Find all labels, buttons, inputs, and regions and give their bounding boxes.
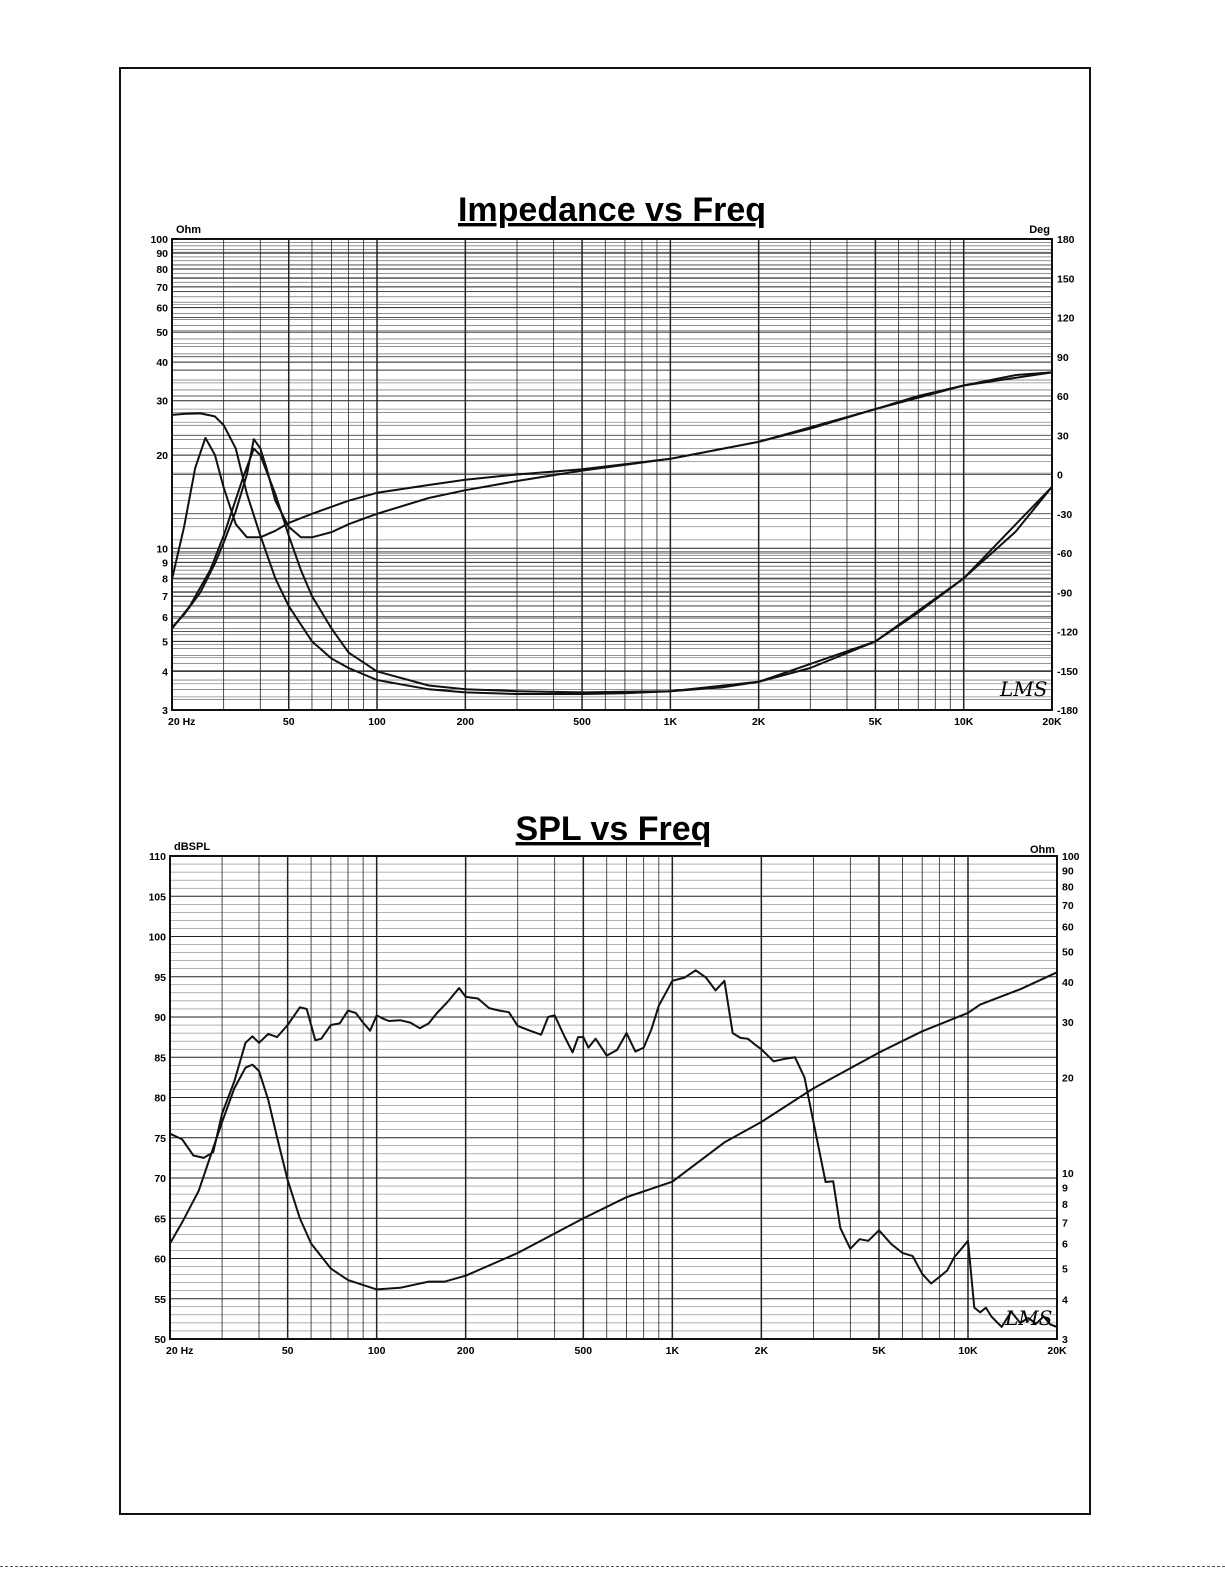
- spl-chart: [148, 810, 1079, 1357]
- right-tick-label: -120: [1057, 626, 1079, 639]
- left-tick-label: 5: [162, 636, 168, 649]
- left-tick-label: 20: [156, 450, 168, 463]
- right-tick-label: 3: [1062, 1334, 1068, 1346]
- right-tick-label: -60: [1057, 548, 1073, 560]
- right-tick-label: 100: [1062, 851, 1080, 863]
- lms-signature: LMS: [1005, 1306, 1053, 1330]
- left-tick-label: 3: [162, 705, 168, 717]
- right-tick-label: 5: [1062, 1263, 1068, 1276]
- x-tick-label: 5K: [868, 716, 883, 728]
- left-tick-label: 110: [149, 851, 166, 863]
- right-tick-label: 40: [1062, 977, 1074, 990]
- left-tick-label: 105: [148, 891, 166, 904]
- right-axis-unit: Ohm: [1029, 844, 1055, 856]
- x-tick-label: 5K: [872, 1345, 886, 1357]
- right-tick-label: 6: [1062, 1238, 1068, 1251]
- chart-title: SPL vs Freq: [515, 810, 712, 848]
- right-tick-label: -90: [1057, 587, 1073, 600]
- left-tick-label: 80: [156, 263, 168, 276]
- right-tick-label: 90: [1062, 865, 1074, 878]
- left-tick-label: 100: [148, 931, 166, 944]
- left-tick-label: 70: [156, 281, 168, 294]
- series-line-impedance: [170, 972, 1057, 1289]
- x-tick-label: 20 Hz: [168, 716, 196, 728]
- right-tick-label: -180: [1057, 705, 1079, 717]
- series-line-phase-b: [172, 372, 1052, 627]
- left-tick-label: 60: [156, 302, 168, 315]
- left-tick-label: 4: [162, 666, 168, 679]
- right-tick-label: -150: [1057, 665, 1079, 678]
- x-tick-label: 50: [282, 716, 295, 728]
- right-tick-label: 4: [1062, 1294, 1068, 1307]
- right-tick-label: 120: [1057, 312, 1075, 325]
- left-tick-label: 30: [156, 395, 168, 408]
- left-tick-label: 100: [150, 234, 168, 246]
- left-tick-label: 60: [154, 1253, 166, 1266]
- x-tick-label: 20K: [1047, 1345, 1067, 1357]
- right-tick-label: 10: [1062, 1168, 1074, 1181]
- right-tick-label: 90: [1057, 351, 1069, 364]
- chart-title: Impedance vs Freq: [457, 191, 767, 229]
- left-tick-label: 7: [162, 591, 168, 604]
- x-tick-label: 200: [456, 1345, 475, 1357]
- x-tick-label: 500: [573, 716, 591, 728]
- right-tick-label: 150: [1057, 273, 1075, 286]
- series-line-impedance-b: [172, 449, 1052, 693]
- x-tick-label: 100: [367, 1345, 386, 1357]
- right-tick-label: -30: [1057, 508, 1073, 521]
- left-tick-label: 50: [154, 1334, 166, 1346]
- right-tick-label: 60: [1062, 921, 1074, 934]
- left-tick-label: 85: [154, 1052, 166, 1065]
- right-tick-label: 7: [1062, 1217, 1068, 1230]
- impedance-chart: [150, 191, 1078, 728]
- x-tick-label: 20 Hz: [166, 1345, 194, 1357]
- left-tick-label: 6: [162, 611, 168, 624]
- right-tick-label: 180: [1057, 234, 1075, 246]
- right-tick-label: 30: [1062, 1016, 1074, 1029]
- x-tick-label: 50: [281, 1345, 294, 1357]
- grid: [172, 239, 1052, 710]
- x-tick-label: 10K: [958, 1345, 978, 1357]
- x-tick-label: 500: [574, 1345, 593, 1357]
- left-tick-label: 75: [154, 1132, 166, 1145]
- left-tick-label: 40: [156, 357, 168, 370]
- grid: [170, 856, 1057, 1339]
- bottom-rule: [0, 1566, 1225, 1567]
- x-tick-label: 1K: [663, 716, 678, 728]
- right-tick-label: 8: [1062, 1198, 1068, 1211]
- left-tick-label: 50: [156, 327, 168, 340]
- left-tick-label: 80: [154, 1092, 166, 1105]
- x-tick-label: 200: [456, 716, 475, 728]
- x-tick-label: 1K: [665, 1345, 680, 1357]
- left-tick-label: 10: [156, 543, 168, 556]
- right-tick-label: 50: [1062, 946, 1074, 959]
- x-tick-label: 100: [368, 716, 386, 728]
- series-line-spl: [170, 970, 1057, 1327]
- x-tick-label: 2K: [754, 1345, 769, 1357]
- left-tick-label: 65: [154, 1213, 166, 1226]
- left-tick-label: 70: [154, 1173, 166, 1185]
- x-tick-label: 20K: [1042, 716, 1062, 728]
- right-tick-label: 60: [1057, 391, 1069, 403]
- right-tick-label: 70: [1062, 900, 1074, 913]
- right-tick-label: 20: [1062, 1072, 1074, 1085]
- right-axis-unit: Deg: [1029, 224, 1050, 236]
- left-tick-label: 90: [156, 248, 168, 261]
- right-tick-label: 9: [1062, 1182, 1068, 1195]
- left-tick-label: 95: [154, 971, 166, 984]
- right-tick-label: 80: [1062, 881, 1074, 894]
- left-tick-label: 9: [162, 557, 168, 570]
- left-tick-label: 55: [154, 1293, 166, 1306]
- right-tick-label: 0: [1057, 469, 1063, 482]
- lms-signature: LMS: [1000, 677, 1048, 701]
- x-tick-label: 2K: [751, 716, 766, 728]
- left-axis-unit: dBSPL: [174, 841, 211, 853]
- left-tick-label: 90: [154, 1012, 166, 1024]
- left-tick-label: 8: [162, 573, 168, 586]
- x-tick-label: 10K: [954, 716, 974, 728]
- right-tick-label: 30: [1057, 430, 1069, 443]
- left-axis-unit: Ohm: [176, 224, 202, 236]
